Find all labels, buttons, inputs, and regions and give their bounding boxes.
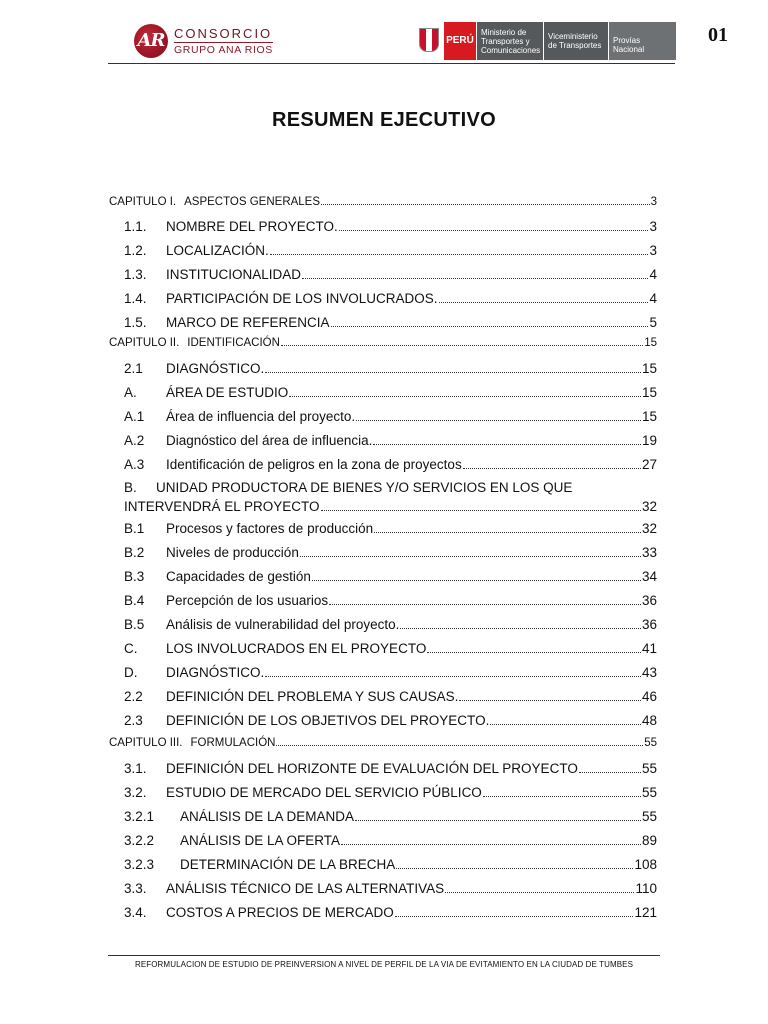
toc-entry-page: 15 [641,385,657,400]
toc-entry-page: 32 [641,521,657,536]
toc-entry-row[interactable] [124,713,657,728]
logo-line2: GRUPO ANA RIOS [174,44,273,56]
toc-entry-page: 15 [644,337,657,349]
toc-entry-number: D. [124,665,138,680]
toc-entry-page: 15 [641,409,657,424]
toc-entry-page: 36 [641,593,657,608]
toc-entry-row[interactable] [124,433,657,448]
toc-entry-label: COSTOS A PRECIOS DE MERCADO [166,905,394,920]
toc-entry-row-continued[interactable] [124,499,657,514]
toc-chapter-row[interactable] [109,196,657,208]
toc-leader-dots [463,468,641,469]
toc-entry-page: 110 [635,881,657,896]
toc-entry-label: ANÁLISIS TÉCNICO DE LAS ALTERNATIVAS [166,881,445,896]
toc-leader-dots [302,278,648,279]
toc-entry-number: 3.2.2 [124,833,155,848]
gov-viceministry-label: Viceministerio de Transportes [544,22,608,60]
toc-entry-page: 3 [649,219,657,234]
toc-entry-label: LOCALIZACIÓN. [166,243,269,258]
toc-entry-label: NOMBRE DEL PROYECTO. [166,219,338,234]
toc-leader-dots [339,230,649,231]
toc-entry-label: Capacidades de gestión [166,569,311,584]
toc-entry-row[interactable] [124,243,657,258]
toc-entry-number: 3.2.1 [124,809,155,824]
toc-entry-page: 55 [644,737,657,749]
toc-leader-dots [439,302,649,303]
toc-entry-number: 2.3 [124,713,143,728]
toc-entry-page: 4 [649,267,657,282]
toc-entry-page: 5 [649,315,657,330]
toc-entry-page: 33 [641,545,657,560]
toc-leader-dots [321,204,650,205]
toc-entry-label: DEFINICIÓN DEL PROBLEMA Y SUS CAUSAS. [166,689,459,704]
toc-entry-label: INSTITUCIONALIDAD [166,267,302,282]
toc-entry-row[interactable] [124,665,657,680]
toc-entry-number: 2.2 [124,689,143,704]
toc-entry-row[interactable] [124,689,657,704]
gov-peru-label: PERÚ [444,22,476,60]
toc-entry-number: 3.1. [124,761,147,776]
toc-entry-number: B.5 [124,617,145,632]
toc-entry-number: A.3 [124,457,145,472]
toc-entry-page: 36 [641,617,657,632]
page-header [0,0,768,64]
toc-entry-row[interactable] [124,761,657,776]
toc-entry-row[interactable] [124,521,657,536]
toc-leader-dots [459,700,641,701]
toc-entry-row[interactable] [124,545,657,560]
page-footer: REFORMULACION DE ESTUDIO DE PREINVERSION A NIVEL DE PERFIL DE LA VIA DE EVITAMIENTO EN LA CIUDAD DE TUMBES [134,960,634,969]
toc-leader-dots [265,676,641,677]
toc-entry-number: C. [124,641,138,656]
toc-entry-page: 48 [641,713,657,728]
toc-entry-label: Niveles de producción [166,545,299,560]
toc-entry-page: 15 [641,361,657,376]
toc-entry-page: 55 [641,761,657,776]
toc-entry-number: 3.3. [124,881,147,896]
toc-entry-number: B.1 [124,521,145,536]
toc-entry-row[interactable] [124,593,657,608]
toc-entry-row[interactable] [124,315,657,330]
toc-entry-page: 4 [649,291,657,306]
toc-entry-label: Percepción de los usuarios [166,593,329,608]
toc-entry-label: DETERMINACIÓN DE LA BRECHA [180,857,396,872]
header-divider [108,63,675,64]
toc-leader-dots [374,532,641,533]
toc-entry-label: DIAGNÓSTICO. [166,361,265,376]
toc-entry-number: B.3 [124,569,145,584]
toc-entry-row[interactable] [124,905,657,920]
toc-entry-number: CAPITULO II. [109,337,180,349]
toc-entry-number: 1.2. [124,243,147,258]
toc-entry-row[interactable] [124,641,657,656]
gov-provias-label: Provías Nacional [609,22,676,60]
toc-entry-number: 3.2.3 [124,857,155,872]
toc-leader-dots [445,892,634,893]
toc-entry-page: 3 [649,243,657,258]
toc-entry-page: 41 [641,641,657,656]
toc-entry-row[interactable] [124,480,572,495]
page-number: 01 [708,24,728,46]
toc-entry-row[interactable] [124,219,657,234]
footer-divider [108,955,660,956]
toc-entry-label: Identificación de peligros en la zona de proyectos [166,457,462,472]
toc-entry-label: DEFINICIÓN DE LOS OBJETIVOS DEL PROYECTO. [166,713,490,728]
toc-leader-dots [270,254,649,255]
toc-entry-row[interactable] [124,857,657,872]
toc-entry-row[interactable] [124,809,657,824]
toc-entry-label: Procesos y factores de producción [166,521,374,536]
toc-entry-label: IDENTIFICACIÓN [187,337,280,349]
toc-entry-number: B.2 [124,545,145,560]
page-title: RESUMEN EJECUTIVO [271,109,497,131]
toc-entry-page: 108 [634,857,657,872]
toc-entry-page: 27 [641,457,657,472]
toc-entry-label: PARTICIPACIÓN DE LOS INVOLUCRADOS. [166,291,438,306]
toc-entry-page: 43 [641,665,657,680]
toc-entry-row[interactable] [124,267,657,282]
toc-entry-number: A.1 [124,409,145,424]
toc-entry-number: 1.3. [124,267,147,282]
toc-leader-dots [312,580,641,581]
toc-entry-label: LOS INVOLUCRADOS EN EL PROYECTO [166,641,427,656]
toc-leader-dots [321,510,641,511]
toc-entry-label: DEFINICIÓN DEL HORIZONTE DE EVALUACIÓN DEL PROYECTO [166,761,578,776]
toc-chapter-row[interactable] [109,337,657,349]
toc-entry-label: Análisis de vulnerabilidad del proyecto. [166,617,400,632]
toc-entry-label: Área de influencia del proyecto. [166,409,356,424]
toc-entry-row[interactable] [124,409,657,424]
toc-entry-row[interactable] [124,291,657,306]
toc-entry-page: 89 [641,833,657,848]
toc-entry-row[interactable] [124,881,657,896]
toc-leader-dots [341,844,641,845]
toc-entry-number: A.2 [124,433,145,448]
toc-entry-number: CAPITULO III. [109,737,183,749]
toc-chapter-row[interactable] [109,737,657,749]
toc-leader-dots [373,444,641,445]
toc-entry-page: 121 [634,905,657,920]
toc-entry-label: FORMULACIÓN [190,737,276,749]
toc-entry-number: 2.1 [124,361,143,376]
consorcio-logo [134,22,294,60]
toc-entry-page: 19 [641,433,657,448]
toc-leader-dots [329,604,641,605]
toc-entry-label: MARCO DE REFERENCIA [166,315,330,330]
toc-leader-dots [490,724,641,725]
toc-leader-dots [281,345,643,346]
toc-leader-dots [400,628,641,629]
toc-entry-row[interactable] [124,785,657,800]
toc-leader-dots [483,796,641,797]
toc-entry-number: 3.4. [124,905,147,920]
peru-coat-of-arms-icon [414,22,442,60]
toc-entry-label: ESTUDIO DE MERCADO DEL SERVICIO PÚBLICO [166,785,482,800]
toc-entry-label: ASPECTOS GENERALES [184,196,321,208]
toc-entry-number: A. [124,385,137,400]
toc-leader-dots [396,868,633,869]
toc-entry-page: 3 [650,196,657,208]
toc-entry-number: B.4 [124,593,145,608]
toc-entry-row[interactable] [124,569,657,584]
toc-leader-dots [265,372,641,373]
toc-entry-label-continued: INTERVENDRÁ EL PROYECTO [124,499,320,514]
toc-entry-number: B. [124,480,137,495]
logo-mark: AR [134,24,168,58]
toc-entry-page: 55 [641,809,657,824]
toc-entry-page: 46 [641,689,657,704]
toc-entry-row[interactable] [124,457,657,472]
government-logos [414,22,676,60]
toc-entry-row[interactable] [124,833,657,848]
toc-entry-number: 1.5. [124,315,147,330]
toc-entry-label: Diagnóstico del área de influencia. [166,433,373,448]
toc-entry-label: ANÁLISIS DE LA OFERTA [180,833,341,848]
gov-ministry-label: Ministerio de Transportes y Comunicaciones [477,22,543,60]
toc-entry-row[interactable] [124,385,657,400]
toc-leader-dots [331,326,649,327]
toc-leader-dots [289,396,641,397]
toc-leader-dots [300,556,641,557]
toc-leader-dots [276,745,643,746]
toc-entry-number: 1.1. [124,219,147,234]
toc-leader-dots [395,916,634,917]
toc-leader-dots [356,420,641,421]
toc-entry-label: ANÁLISIS DE LA DEMANDA [180,809,355,824]
toc-entry-label: UNIDAD PRODUCTORA DE BIENES Y/O SERVICIOS EN LOS QUE [156,480,573,495]
toc-entry-page: 32 [641,499,657,514]
toc-leader-dots [579,772,641,773]
toc-entry-number: 1.4. [124,291,147,306]
toc-leader-dots [427,652,641,653]
toc-entry-label: ÁREA DE ESTUDIO [166,385,289,400]
toc-entry-row[interactable] [124,617,657,632]
toc-entry-row[interactable] [124,361,657,376]
toc-entry-number: CAPITULO I. [109,196,177,208]
toc-entry-page: 34 [641,569,657,584]
logo-line1: CONSORCIO [174,26,273,41]
toc-entry-label: DIAGNÓSTICO. [166,665,265,680]
toc-entry-number: 3.2. [124,785,147,800]
toc-entry-page: 55 [641,785,657,800]
toc-leader-dots [355,820,641,821]
